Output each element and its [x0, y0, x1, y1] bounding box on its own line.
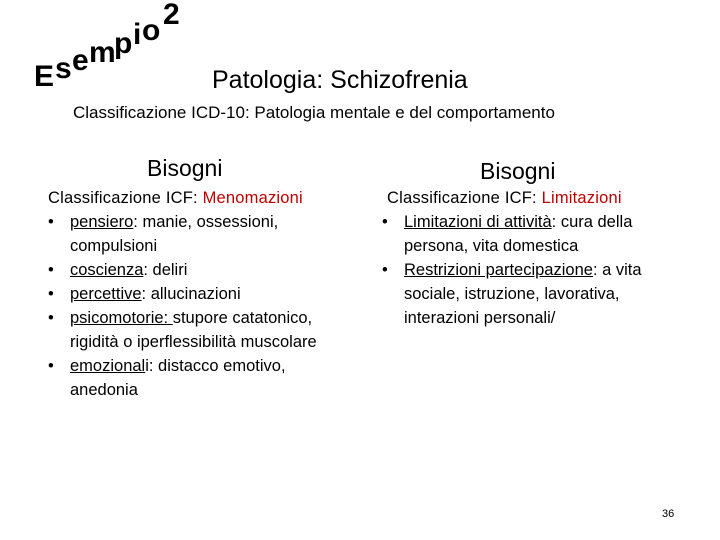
- right-intro: [382, 186, 692, 210]
- bullet-icon: •: [48, 309, 54, 327]
- list-item: [48, 354, 348, 402]
- wordart-letter: o: [142, 14, 161, 47]
- item-label: emozional: [70, 357, 146, 375]
- right-intro-highlight: Limitazioni: [541, 189, 622, 207]
- list-item: [48, 282, 348, 306]
- item-text: : cura della persona, vita domestica: [404, 213, 633, 255]
- item-text: : manie, ossessioni, compulsioni: [70, 213, 279, 255]
- right-column: [382, 186, 692, 330]
- bullet-icon: •: [48, 261, 54, 279]
- item-label: Limitazioni di attività: [404, 213, 552, 231]
- page-number: 36: [662, 508, 675, 520]
- list-item: [382, 258, 692, 330]
- item-text: : allucinazioni: [141, 285, 241, 303]
- item-text: : deliri: [143, 261, 188, 279]
- list-item: [48, 306, 348, 354]
- item-label: Restrizioni partecipazione: [404, 261, 593, 279]
- item-label: pensiero: [70, 213, 134, 231]
- wordart-letter: p: [114, 27, 133, 60]
- item-label: psicomotorie:: [70, 309, 173, 327]
- list-item: [382, 210, 692, 258]
- list-item: [48, 258, 348, 282]
- slide-subtitle: Classificazione ICD-10: Patologia mentale e del comportamento: [73, 103, 555, 122]
- bullet-icon: •: [48, 213, 54, 231]
- left-column-heading: Bisogni: [147, 155, 223, 181]
- item-text: stupore catatonico, rigidità o iperflessibilità muscolare: [70, 309, 317, 351]
- bullet-icon: •: [382, 261, 388, 279]
- wordart-letter: m: [89, 36, 116, 69]
- left-bullet-list: [48, 210, 348, 402]
- item-text: i: distacco emotivo, anedonia: [70, 357, 286, 399]
- item-label: coscienza: [70, 261, 144, 279]
- right-intro-prefix: Classificazione ICF:: [387, 189, 542, 207]
- right-bullet-list: [382, 210, 692, 330]
- bullet-icon: •: [48, 285, 54, 303]
- wordart-letter: E: [34, 60, 55, 93]
- left-column: [48, 186, 348, 402]
- item-text: : a vita sociale, istruzione, lavorativa, interazioni personali/: [404, 261, 642, 327]
- item-label: percettive: [70, 285, 142, 303]
- bullet-icon: •: [48, 357, 54, 375]
- wordart-letter: s: [55, 52, 72, 85]
- bullet-icon: •: [382, 213, 388, 231]
- wordart-letter: e: [72, 44, 89, 77]
- list-item: [48, 210, 348, 258]
- left-intro-prefix: Classificazione ICF:: [48, 189, 203, 207]
- left-intro-highlight: Menomazioni: [202, 189, 303, 207]
- wordart-letter: 2: [163, 0, 180, 31]
- wordart-letter: i: [133, 18, 142, 51]
- example-wordart: [0, 0, 200, 100]
- slide-title: Patologia: Schizofrenia: [212, 66, 468, 94]
- left-intro: [48, 186, 348, 210]
- right-column-heading: Bisogni: [480, 158, 556, 184]
